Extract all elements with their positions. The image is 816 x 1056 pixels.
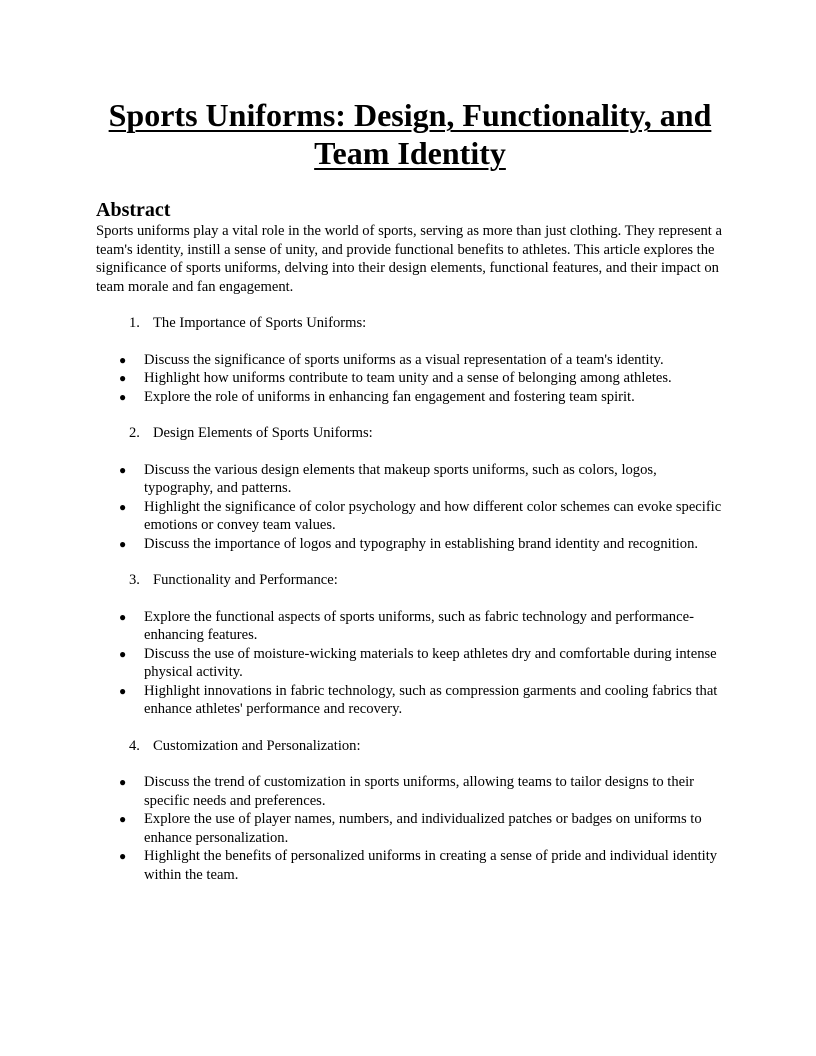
list-item [96, 461, 724, 498]
section-number: 3. [129, 572, 140, 588]
bullet-icon: ● [119, 371, 127, 385]
bullet-icon: ● [119, 536, 127, 551]
section-number: 2. [129, 425, 140, 441]
bullet-icon: ● [119, 389, 127, 404]
document-page [96, 96, 724, 884]
bullet-list [96, 461, 724, 554]
section-1 [96, 314, 724, 406]
bullet-icon: ● [119, 646, 127, 661]
list-item-text: Highlight innovations in fabric technology, such as compression garments and cooling fabrics that enhance athletes' performance and recovery. [144, 682, 718, 717]
bullet-list [96, 608, 724, 719]
list-item [96, 535, 724, 554]
section-number: 1. [129, 315, 140, 331]
bullet-icon: ● [119, 683, 127, 698]
bullet-icon: ● [119, 849, 127, 863]
list-item-text: Discuss the trend of customization in sports uniforms, allowing teams to tailor designs to their specific needs and preferences. [144, 774, 695, 809]
abstract-heading: Abstract [96, 199, 171, 221]
document-title: Sports Uniforms: Design, Functionality, and Team Identity [108, 97, 712, 171]
list-item-text: Highlight the benefits of personalized uniforms in creating a sense of pride and individual identity within the team. [144, 848, 718, 883]
list-item [96, 351, 724, 370]
list-item-text: Explore the functional aspects of sports uniforms, such as fabric technology and performance-enhancing features. [144, 608, 694, 643]
list-item-text: Discuss the use of moisture-wicking materials to keep athletes dry and comfortable during intense physical activity. [144, 645, 717, 680]
list-item-text: Explore the role of uniforms in enhancing fan engagement and fostering team spirit. [144, 388, 635, 405]
list-item [96, 388, 724, 407]
section-heading [96, 571, 724, 590]
section-title: Customization and Personalization: [153, 737, 361, 754]
list-item-text: Highlight the significance of color psychology and how different color schemes can evoke specific emotions or convey team values. [144, 498, 722, 533]
list-item [96, 847, 724, 884]
list-item [96, 682, 724, 719]
bullet-icon: ● [119, 499, 127, 514]
section-title: Design Elements of Sports Uniforms: [153, 425, 373, 441]
section-title: Functionality and Performance: [153, 572, 338, 588]
list-item-text: Explore the use of player names, numbers, and individualized patches or badges on uniforms to enhance personalization. [144, 811, 702, 846]
list-item [96, 645, 724, 682]
bullet-icon: ● [119, 462, 127, 477]
bullet-list [96, 351, 724, 407]
section-heading [96, 314, 724, 333]
section-heading [96, 737, 724, 756]
list-item [96, 498, 724, 535]
section-4 [96, 737, 724, 885]
bullet-icon: ● [119, 775, 127, 789]
list-item [96, 773, 724, 810]
list-item-text: Highlight how uniforms contribute to team unity and a sense of belonging among athletes. [144, 370, 672, 386]
section-2 [96, 424, 724, 553]
bullet-icon: ● [119, 812, 127, 826]
section-3 [96, 571, 724, 719]
bullet-icon: ● [119, 352, 127, 367]
list-item [96, 608, 724, 645]
list-item-text: Discuss the importance of logos and typography in establishing brand identity and recognition. [144, 535, 699, 552]
bullet-icon: ● [119, 609, 127, 624]
list-item-text: Discuss the various design elements that makeup sports uniforms, such as colors, logos, typography, and patterns. [144, 461, 657, 496]
list-item [96, 810, 724, 847]
section-heading [96, 424, 724, 443]
list-item [96, 369, 724, 388]
section-title: The Importance of Sports Uniforms: [153, 315, 367, 331]
list-item-text: Discuss the significance of sports uniforms as a visual representation of a team's identity. [144, 351, 664, 368]
abstract-text: Sports uniforms play a vital role in the world of sports, serving as more than just clothing. They represent a team's identity, instill a sense of unity, and provide functional benefits to athletes. This article explores the significance of sports uniforms, delving into their design elements, functional features, and their impact on team morale and fan engagement. [96, 223, 722, 295]
bullet-list [96, 773, 724, 884]
section-number: 4. [129, 737, 140, 754]
